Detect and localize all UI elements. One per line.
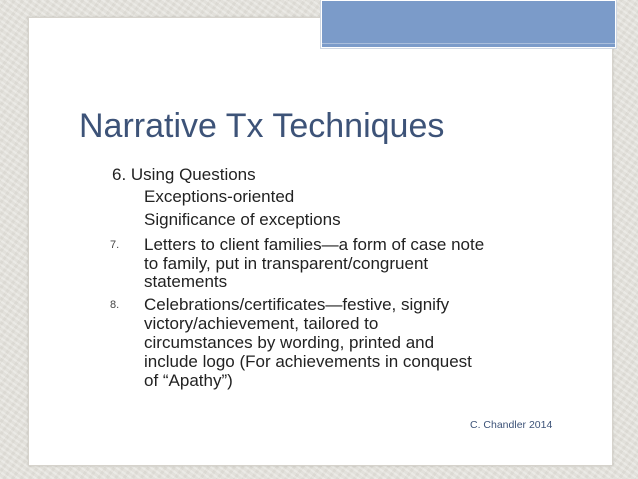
sub-item-significance: Significance of exceptions — [144, 210, 341, 229]
accent-line — [322, 43, 615, 44]
item-7-line-1: Letters to client families—a form of case note — [144, 235, 485, 254]
sub-item-exceptions-oriented: Exceptions-oriented — [144, 187, 295, 206]
item-8-line-3: circumstances by wording, printed and — [144, 333, 435, 352]
item-8-line-1: Celebrations/certificates—festive, signify — [144, 295, 450, 314]
item-number-7: 7. — [110, 239, 120, 251]
footer-credit: C. Chandler 2014 — [470, 419, 553, 431]
accent-rectangle — [321, 0, 616, 48]
item-8-line-4: include logo (For achievements in conquest — [144, 352, 472, 371]
slide-title: Narrative Tx Techniques — [79, 107, 445, 145]
item-8-line-2: victory/achievement, tailored to — [144, 314, 379, 333]
item-number-8: 8. — [110, 299, 120, 311]
item-7-line-2: to family, put in transparent/congruent — [144, 254, 429, 273]
item-8-line-5: of “Apathy”) — [144, 371, 233, 390]
item-using-questions: 6. Using Questions — [112, 165, 256, 184]
item-7-line-3: statements — [144, 272, 228, 291]
